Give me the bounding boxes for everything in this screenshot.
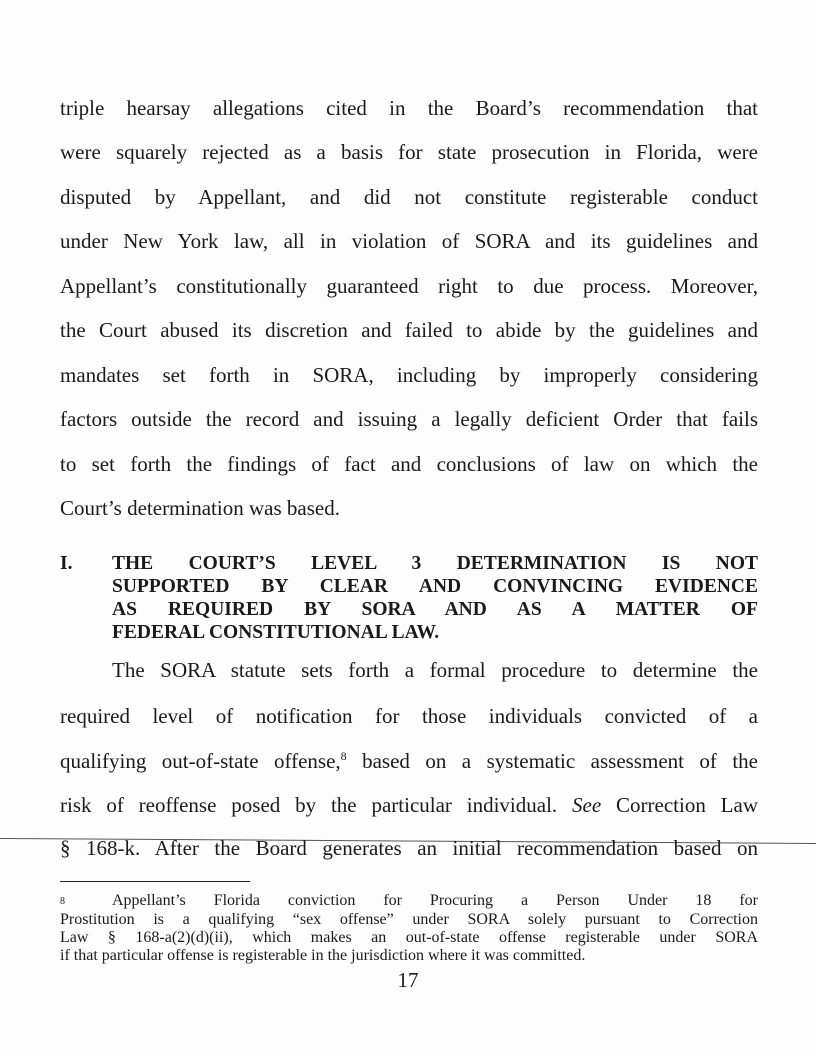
body-line: required level of notification for those individuals convicted of a	[60, 704, 758, 728]
footnote-line: Law § 168-a(2)(d)(ii), which makes an out-of-state offense registerable under SORA	[60, 929, 758, 946]
body-line: triple hearsay allegations cited in the Board’s recommendation that	[60, 96, 758, 120]
footnote-reference: 8	[340, 749, 347, 763]
body-line: The SORA statute sets forth a formal procedure to determine the	[112, 658, 758, 682]
text-segment: risk of reoffense posed by the particular individual.	[60, 793, 573, 817]
text-segment: Correction Law	[601, 793, 758, 817]
text-segment: based on a systematic assessment of the	[346, 749, 758, 773]
body-line: disputed by Appellant, and did not constitute registerable conduct	[60, 185, 758, 209]
body-line: factors outside the record and issuing a legally deficient Order that fails	[60, 407, 758, 431]
section-heading-line: THE COURT’S LEVEL 3 DETERMINATION IS NOT	[112, 553, 758, 574]
section-heading-line: SUPPORTED BY CLEAR AND CONVINCING EVIDENCE	[112, 576, 758, 597]
body-line: Appellant’s constitutionally guaranteed right to due process. Moreover,	[60, 274, 758, 298]
body-line	[60, 749, 758, 773]
text-segment: qualifying out-of-state offense,	[60, 749, 341, 773]
footnote-line: Prostitution is a qualifying “sex offense” under SORA solely pursuant to Correction	[60, 911, 758, 928]
footnote-separator	[60, 881, 250, 882]
footnote-line: if that particular offense is registerable in the jurisdiction where it was committed.	[60, 947, 586, 964]
section-heading-line: AS REQUIRED BY SORA AND AS A MATTER OF	[112, 599, 758, 620]
body-line: mandates set forth in SORA, including by improperly considering	[60, 363, 758, 387]
body-line: § 168-k. After the Board generates an initial recommendation based on	[60, 836, 758, 860]
page-number: 17	[397, 968, 419, 992]
body-line: the Court abused its discretion and failed to abide by the guidelines and	[60, 318, 758, 342]
body-line: were squarely rejected as a basis for state prosecution in Florida, were	[60, 140, 758, 164]
section-heading-line: FEDERAL CONSTITUTIONAL LAW.	[112, 622, 440, 643]
body-line: Court’s determination was based.	[60, 496, 340, 520]
footnote-number: 8	[60, 896, 65, 907]
footnote-line: Appellant’s Florida conviction for Procuring a Person Under 18 for	[112, 892, 758, 909]
body-line: to set forth the findings of fact and conclusions of law on which the	[60, 452, 758, 476]
citation-signal: See	[572, 793, 602, 817]
heading-number: I.	[60, 553, 73, 574]
body-line	[60, 793, 758, 817]
body-line: under New York law, all in violation of SORA and its guidelines and	[60, 229, 758, 253]
